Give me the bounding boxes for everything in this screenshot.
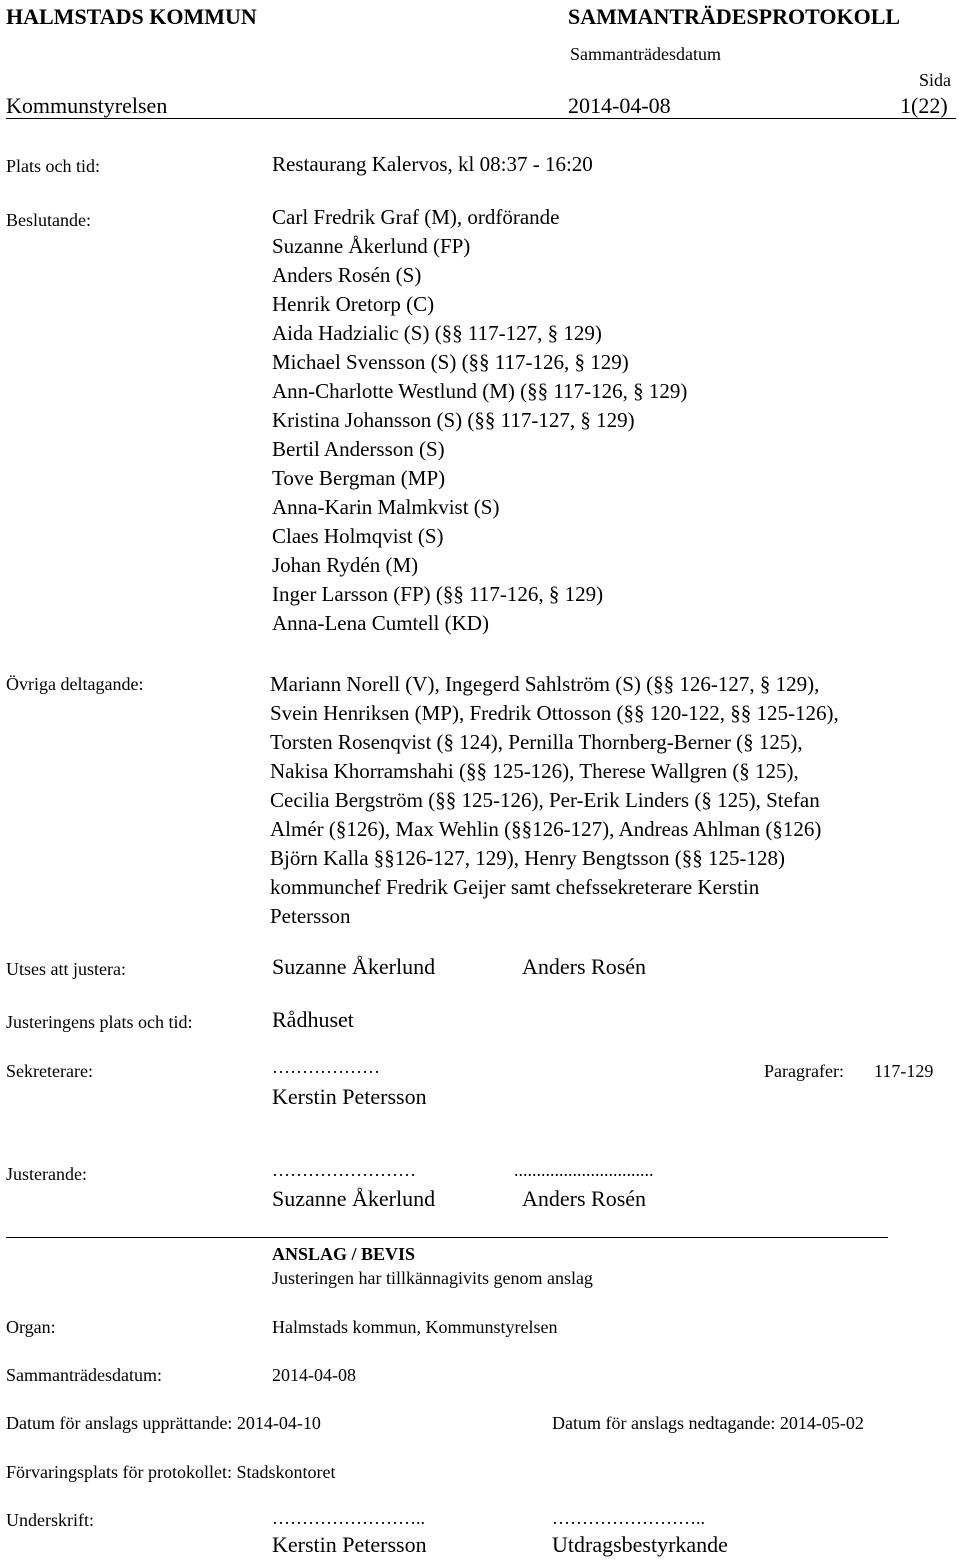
plats-label: Plats och tid:	[6, 156, 100, 176]
underskrift-label: Underskrift:	[6, 1510, 94, 1530]
list-item: Kristina Johansson (S) (§§ 117-127, § 129)	[272, 408, 635, 432]
list-item: Claes Holmqvist (S)	[272, 524, 444, 548]
paragraph-line: Nakisa Khorramshahi (§§ 125-126), Therese Wallgren (§ 125),	[270, 759, 799, 783]
list-item: Ann-Charlotte Westlund (M) (§§ 117-126, § 129)	[272, 379, 688, 403]
beslutande-list	[272, 203, 687, 638]
paragraph-line: Petersson	[270, 904, 351, 928]
meeting-date: 2014-04-08	[568, 93, 671, 118]
justerande-signature-line-1: ……………………	[272, 1160, 416, 1180]
list-item: Bertil Andersson (S)	[272, 437, 445, 461]
paragraph-line: Björn Kalla §§126-127, 129), Henry Bengtsson (§§ 125-128)	[270, 846, 786, 870]
anslag-upprattande: Datum för anslags upprättande: 2014-04-10	[6, 1413, 321, 1433]
justeringens-value: Rådhuset	[272, 1007, 354, 1032]
paragraph-line: kommunchef Fredrik Geijer samt chefssekreterare Kerstin	[270, 875, 760, 899]
list-item: Anna-Karin Malmkvist (S)	[272, 495, 500, 519]
section-divider	[6, 1237, 888, 1238]
list-item: Anna-Lena Cumtell (KD)	[272, 611, 489, 635]
paragrafer-label: Paragrafer:	[764, 1061, 844, 1081]
underskrift-line-2: ……………………..	[552, 1508, 705, 1528]
justerande-name-2: Anders Rosén	[522, 1186, 647, 1211]
sekreterare-label: Sekreterare:	[6, 1061, 93, 1081]
underskrift-line-1: ……………………..	[272, 1508, 425, 1528]
sekreterare-name: Kerstin Petersson	[272, 1084, 427, 1109]
organ-label: Organ:	[6, 1317, 56, 1337]
plats-value: Restaurang Kalervos, kl 08:37 - 16:20	[272, 152, 593, 176]
ovriga-label: Övriga deltagande:	[6, 674, 144, 694]
underskrift-name-2: Utdragsbestyrkande	[552, 1532, 728, 1557]
beslutande-label: Beslutande:	[6, 210, 91, 230]
list-item: Anders Rosén (S)	[272, 263, 422, 287]
meeting-date-caption: Sammanträdesdatum	[570, 44, 721, 64]
organ-value: Halmstads kommun, Kommunstyrelsen	[272, 1317, 558, 1337]
sammantradesdatum-label: Sammanträdesdatum:	[6, 1365, 162, 1385]
anslag-nedtagande: Datum för anslags nedtagande: 2014-05-02	[552, 1413, 864, 1433]
list-item: Tove Bergman (MP)	[272, 466, 446, 490]
paragrafer-value: 117-129	[874, 1061, 934, 1081]
list-item: Henrik Oretorp (C)	[272, 292, 435, 316]
list-item: Inger Larsson (FP) (§§ 117-126, § 129)	[272, 582, 604, 606]
justerande-signature-line-2: ...............................	[514, 1160, 654, 1180]
committee-name: Kommunstyrelsen	[6, 93, 168, 118]
justerande-label: Justerande:	[6, 1164, 87, 1184]
utses-name-2: Anders Rosén	[522, 954, 647, 979]
list-item: Michael Svensson (S) (§§ 117-126, § 129)	[272, 350, 629, 374]
list-item: Aida Hadzialic (S) (§§ 117-127, § 129)	[272, 321, 602, 345]
utses-label: Utses att justera:	[6, 959, 126, 979]
paragraph-line: Torsten Rosenqvist (§ 124), Pernilla Thornberg-Berner (§ 125),	[270, 730, 803, 754]
justerande-name-1: Suzanne Åkerlund	[272, 1186, 436, 1211]
list-item: Carl Fredrik Graf (M), ordförande	[272, 205, 560, 229]
document-type: SAMMANTRÄDESPROTOKOLL	[568, 4, 901, 29]
page-caption: Sida	[919, 70, 952, 90]
sammantradesdatum-value: 2014-04-08	[272, 1365, 356, 1385]
paragraph-line: Svein Henriksen (MP), Fredrik Ottosson (§§ 120-122, §§ 125-126),	[270, 701, 839, 725]
paragraph-line: Cecilia Bergström (§§ 125-126), Per-Erik Linders (§ 125), Stefan	[270, 788, 820, 812]
header-divider	[6, 118, 956, 119]
paragraph-line: Almér (§126), Max Wehlin (§§126-127), Andreas Ahlman (§126)	[270, 817, 822, 841]
page-number: 1(22)	[900, 93, 948, 118]
utses-name-1: Suzanne Åkerlund	[272, 954, 436, 979]
sekreterare-signature-line: ………………	[272, 1057, 380, 1077]
justeringens-label: Justeringens plats och tid:	[6, 1012, 193, 1032]
underskrift-name-1: Kerstin Petersson	[272, 1532, 427, 1557]
municipality-name: HALMSTADS KOMMUN	[6, 4, 257, 29]
list-item: Johan Rydén (M)	[272, 553, 419, 577]
paragraph-line: Mariann Norell (V), Ingegerd Sahlström (S) (§§ 126-127, § 129),	[270, 672, 820, 696]
forvaringsplats: Förvaringsplats för protokollet: Stadskontoret	[6, 1462, 336, 1482]
list-item: Suzanne Åkerlund (FP)	[272, 234, 471, 258]
anslag-title: ANSLAG / BEVIS	[272, 1244, 416, 1264]
anslag-subtitle: Justeringen har tillkännagivits genom anslag	[272, 1268, 593, 1288]
ovriga-paragraph	[270, 670, 839, 931]
